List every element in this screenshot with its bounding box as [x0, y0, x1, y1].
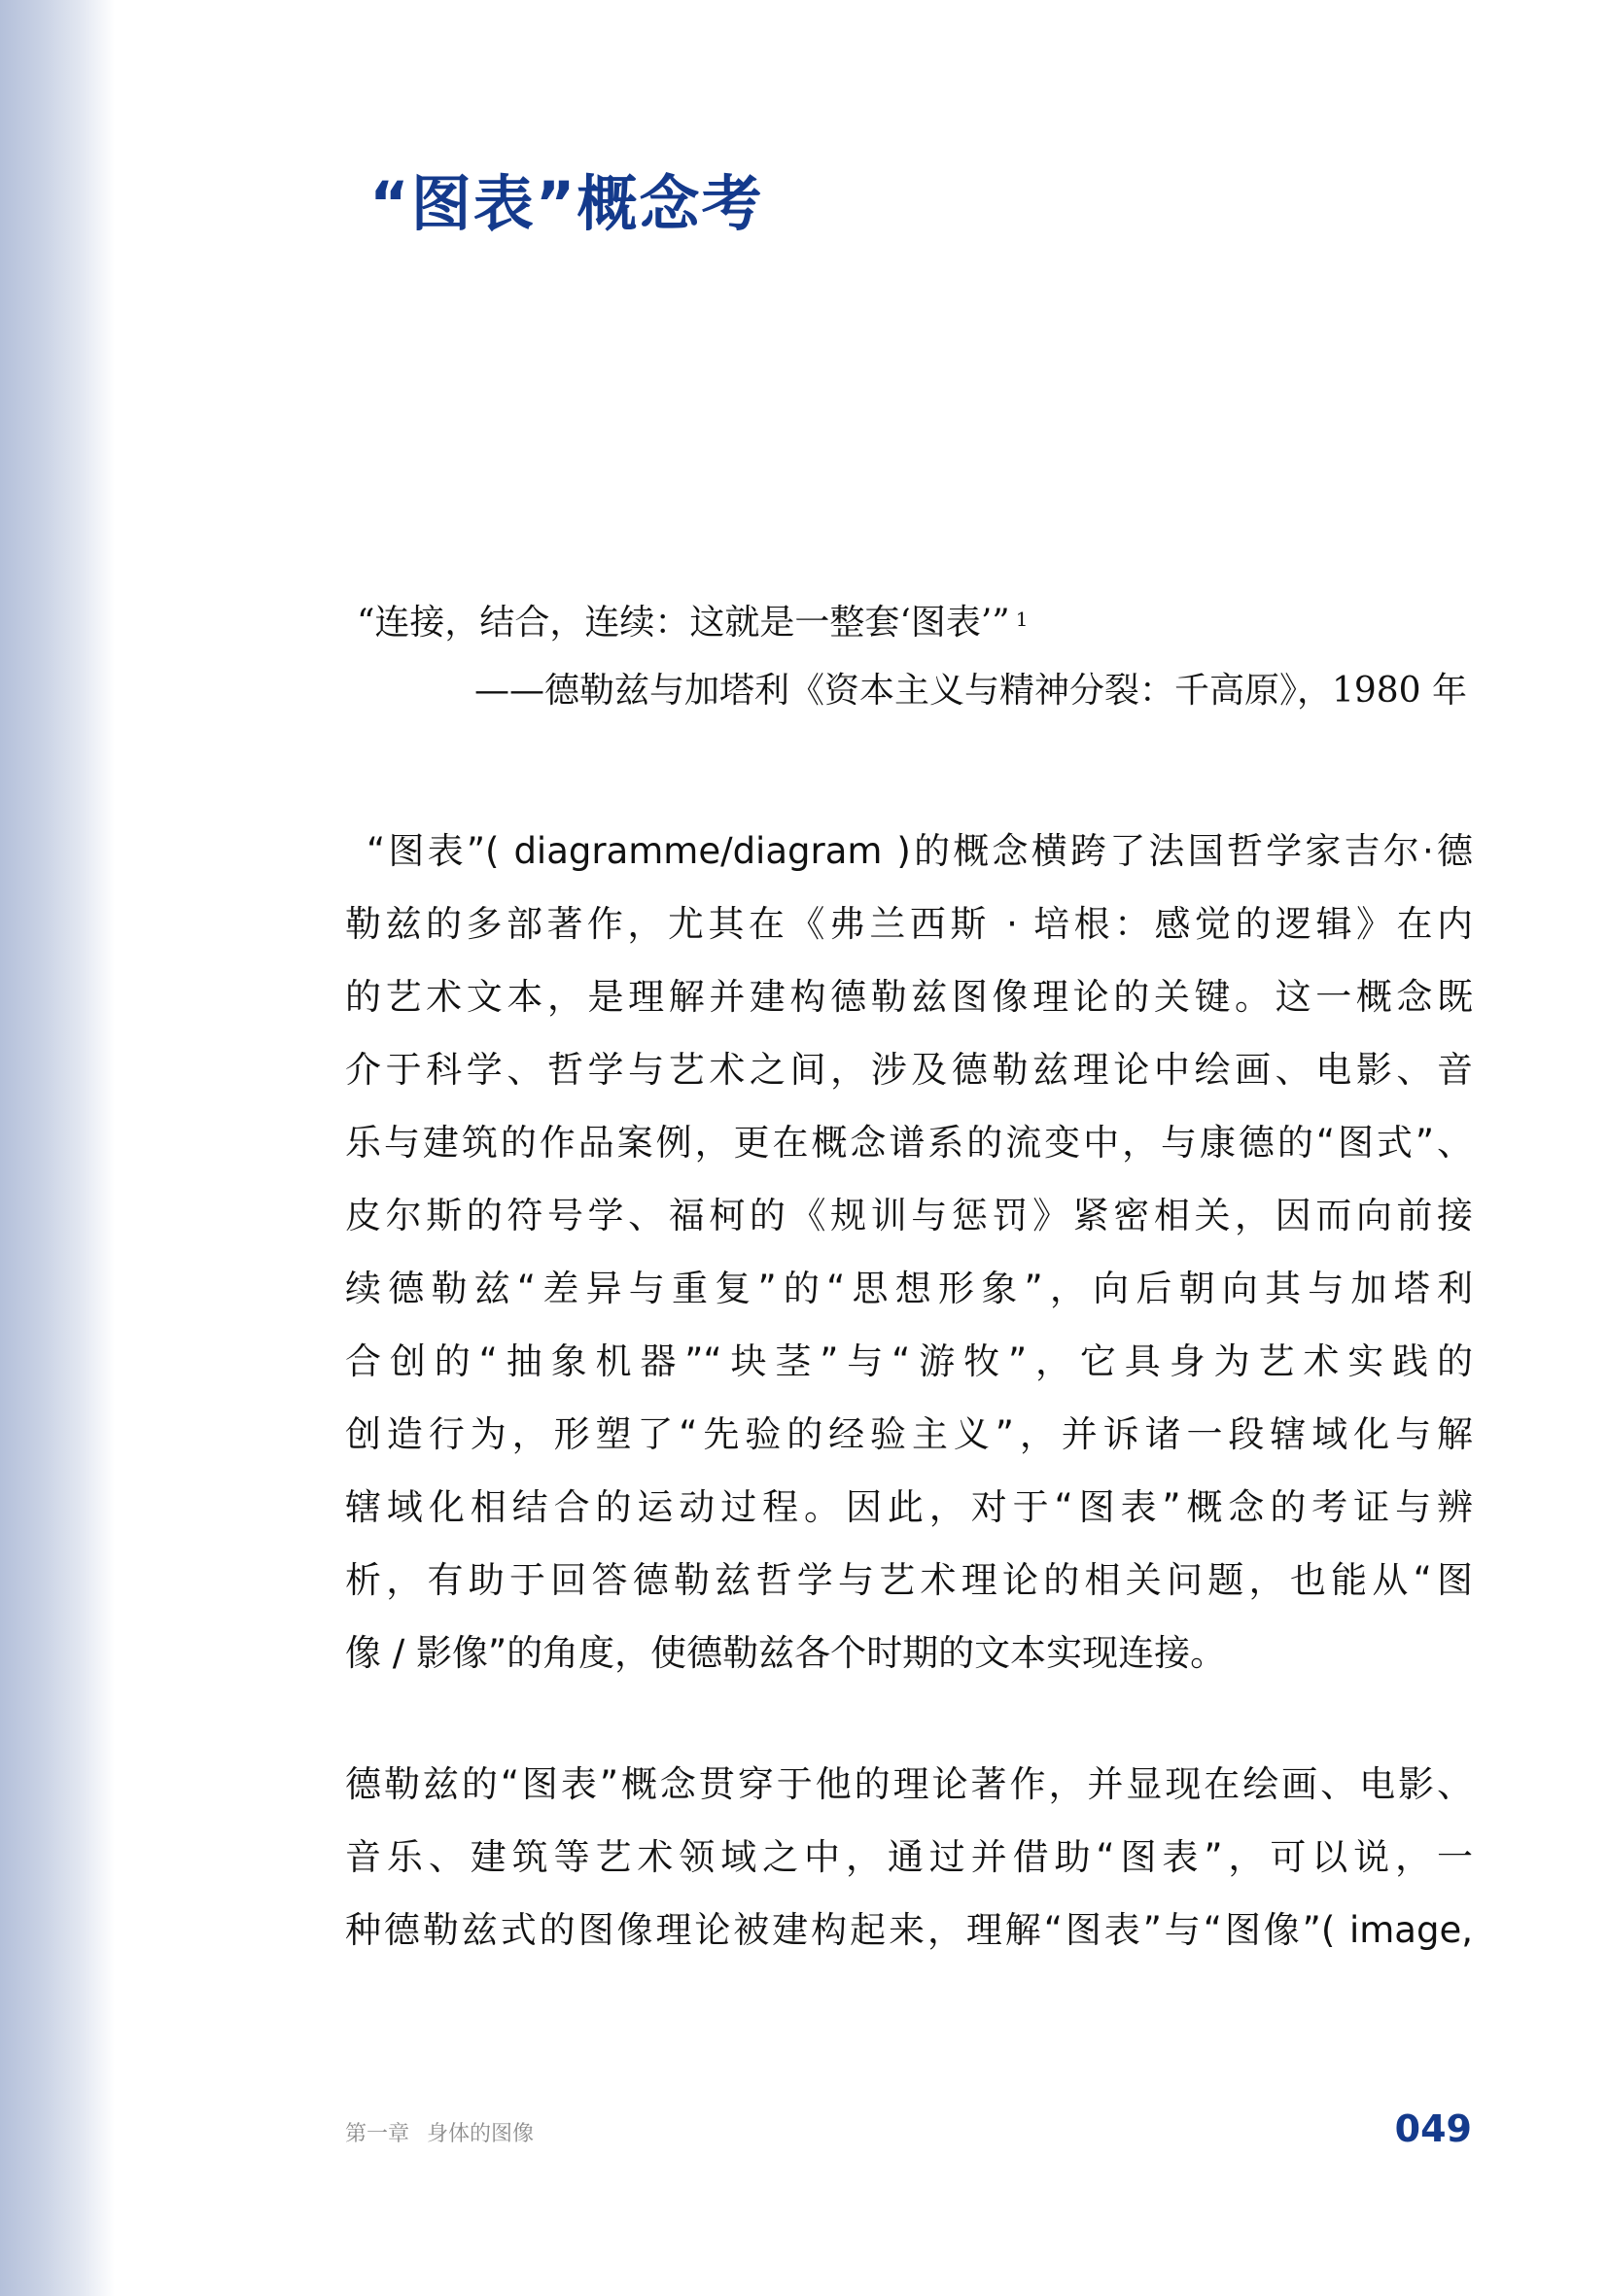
body-text: [345, 815, 1473, 1966]
text-line: 乐与建筑的作品案例，更在概念谱系的流变中，与康德的“图式”、: [345, 1122, 1473, 1164]
decorative-side-strip: [0, 0, 115, 2296]
text-line: 合创的“抽象机器”“块茎”与“游牧”，它具身为艺术实践的: [345, 1340, 1473, 1382]
running-footer: [345, 2117, 534, 2147]
page-number: 049: [1394, 2107, 1472, 2150]
text-line: 皮尔斯的符号学、福柯的《规训与惩罚》紧密相关，因而向前接: [345, 1195, 1473, 1236]
text-line: 德勒兹的“图表”概念贯穿于他的理论著作，并显现在绘画、电影、: [345, 1763, 1473, 1805]
text-line: 种德勒兹式的图像理论被建构起来，理解“图表”与“图像”( image,: [345, 1909, 1473, 1951]
text-line: 续德勒兹“差异与重复”的“思想形象”，向后朝向其与加塔利: [345, 1268, 1473, 1309]
footer-chapter-number: 第一章: [345, 2122, 410, 2146]
text-line: 音乐、建筑等艺术领域之中，通过并借助“图表”，可以说，一: [345, 1836, 1473, 1878]
text-line: 的艺术文本，是理解并建构德勒兹图像理论的关键。这一概念既: [345, 976, 1473, 1018]
epigraph-quote-text: “连接，结合，连续：这就是一整套‘图表’”: [357, 603, 1010, 643]
epigraph-source: ——德勒兹与加塔利《资本主义与精神分裂：千高原》，1980 年: [473, 671, 1467, 711]
text-line: 析，有助于回答德勒兹哲学与艺术理论的相关问题，也能从“图: [345, 1559, 1473, 1601]
epigraph-quote: [345, 595, 1473, 651]
text-line: “图表”( diagramme/diagram )的概念横跨了法国哲学家吉尔·德: [367, 830, 1473, 872]
paragraph-2: [345, 1748, 1473, 1966]
text-line: 介于科学、哲学与艺术之间，涉及德勒兹理论中绘画、电影、音: [345, 1049, 1473, 1091]
text-line: 创造行为，形塑了“先验的经验主义”，并诉诸一段辖域化与解: [345, 1413, 1473, 1455]
epigraph: [345, 595, 1473, 719]
footer-chapter-title: 身体的图像: [427, 2122, 535, 2146]
footnote-marker[interactable]: 1: [1015, 608, 1029, 631]
text-line: 像 / 影像”的角度，使德勒兹各个时期的文本实现连接。: [345, 1632, 1227, 1674]
text-line: 勒兹的多部著作，尤其在《弗兰西斯 · 培根：感觉的逻辑》在内: [345, 903, 1473, 945]
paragraph-1: [345, 815, 1473, 1689]
text-line: 辖域化相结合的运动过程。因此，对于“图表”概念的考证与辨: [345, 1486, 1473, 1528]
page-title: “图表”概念考: [369, 168, 764, 239]
